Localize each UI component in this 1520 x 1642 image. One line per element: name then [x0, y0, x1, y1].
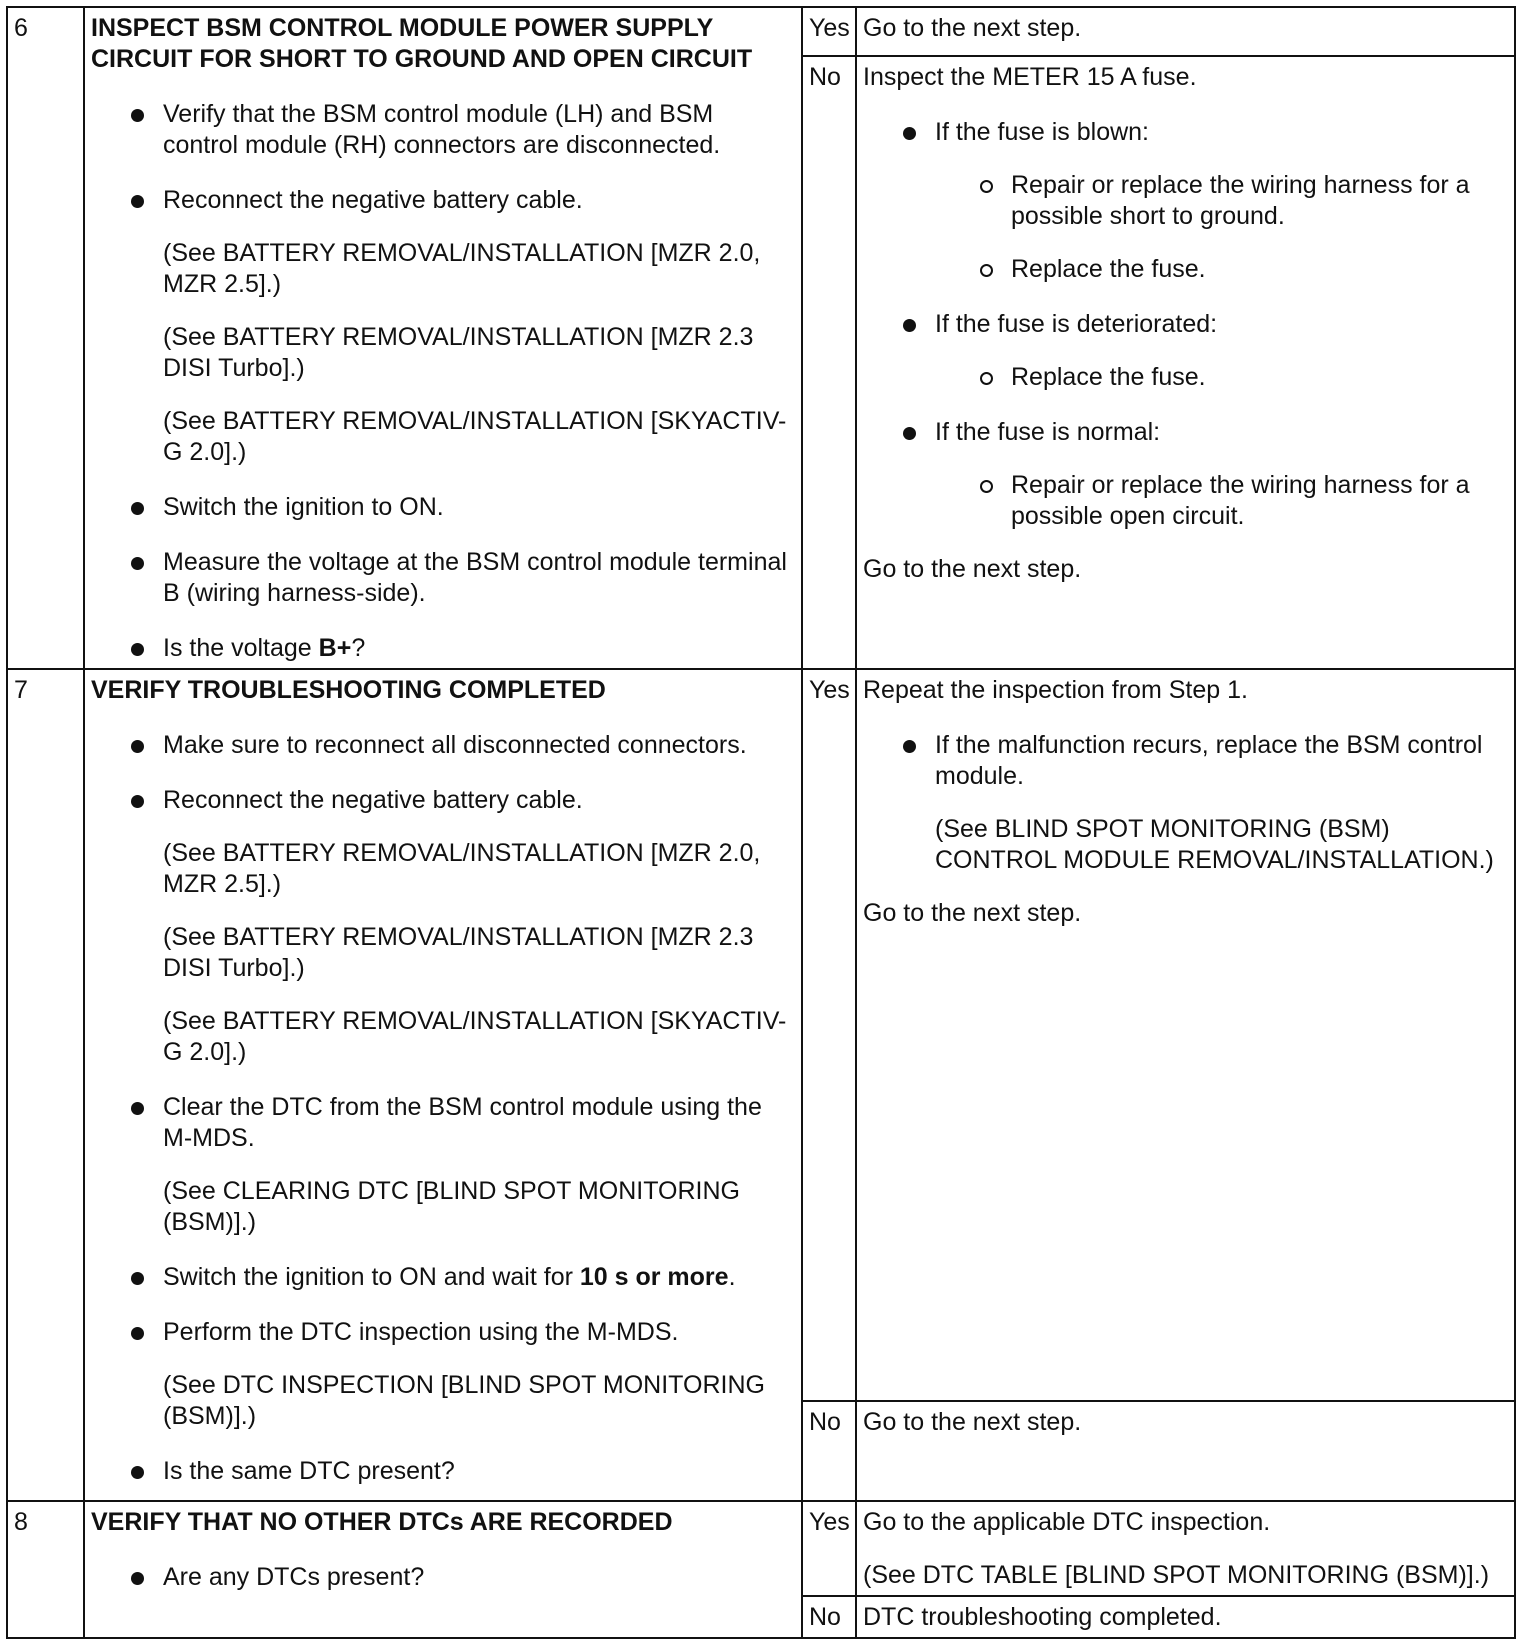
step-8-title: VERIFY THAT NO OTHER DTCs ARE RECORDED	[91, 1508, 673, 1536]
step-7-no-result: Go to the next step.	[856, 1401, 1515, 1501]
step-7-yes-text: Repeat the inspection from Step 1.	[863, 676, 1248, 704]
step-6-no-case-3-sub-1: Repair or replace the wiring harness for a possible open circuit.	[1011, 470, 1508, 532]
step-8-question: Are any DTCs present?	[163, 1562, 795, 1593]
step-8-number: 8	[7, 1501, 84, 1638]
step-8-yes-row	[7, 1501, 1515, 1596]
step-8-yes-label: Yes	[802, 1501, 856, 1596]
step-7-title: VERIFY TROUBLESHOOTING COMPLETED	[91, 676, 606, 704]
step-7-ref-2c: (See BATTERY REMOVAL/INSTALLATION [SKYACTIV-G 2.0].)	[163, 1007, 787, 1066]
step-6-no-result	[856, 56, 1515, 669]
step-6-number: 6	[7, 7, 84, 669]
step-6-no-outro: Go to the next step.	[863, 555, 1082, 584]
step-6-action-cell	[84, 7, 802, 669]
step-6-ref-2b: (See BATTERY REMOVAL/INSTALLATION [MZR 2.3 DISI Turbo].)	[163, 323, 754, 382]
step-8-yes-text: Go to the applicable DTC inspection.	[863, 1508, 1271, 1536]
step-7-yes-outro: Go to the next step.	[863, 899, 1082, 927]
step-7-action-cell	[84, 669, 802, 1501]
step-7-ref-2b: (See BATTERY REMOVAL/INSTALLATION [MZR 2.3 DISI Turbo].)	[163, 923, 754, 982]
step-6-title: INSPECT BSM CONTROL MODULE POWER SUPPLY CIRCUIT FOR SHORT TO GROUND AND OPEN CIRCUIT	[91, 14, 753, 73]
step-6-yes-row	[7, 7, 1515, 56]
step-7-number: 7	[7, 669, 84, 1501]
step-7-action-4: Switch the ignition to ON and wait for 10 s or more.	[163, 1262, 795, 1293]
step-7-action-list	[91, 730, 795, 1487]
step-7-ref-3: (See CLEARING DTC [BLIND SPOT MONITORING (BSM)].)	[163, 1177, 740, 1236]
step-6-ref-2c: (See BATTERY REMOVAL/INSTALLATION [SKYACTIV-G 2.0].)	[163, 407, 787, 466]
step-8-yes-ref: (See DTC TABLE [BLIND SPOT MONITORING (BSM)].)	[863, 1561, 1490, 1589]
step-6-no-intro: Inspect the METER 15 A fuse.	[863, 63, 1197, 92]
step-6-no-cases	[863, 117, 1508, 532]
troubleshooting-table	[6, 6, 1516, 1639]
step-7-ref-5: (See DTC INSPECTION [BLIND SPOT MONITORING (BSM)].)	[163, 1371, 765, 1430]
step-6-no-case-1-sub-1: Repair or replace the wiring harness for a possible short to ground.	[1011, 170, 1508, 232]
step-6-no-label: No	[802, 56, 856, 669]
step-7-action-1: Make sure to reconnect all disconnected connectors.	[163, 730, 795, 761]
step-7-yes-row	[7, 669, 1515, 1401]
step-6-action-3: Switch the ignition to ON.	[163, 492, 795, 523]
step-7-ref-2a: (See BATTERY REMOVAL/INSTALLATION [MZR 2.0, MZR 2.5].)	[163, 839, 761, 898]
step-7-action-5: Perform the DTC inspection using the M-MDS. (See DTC INSPECTION [BLIND SPOT MONITORING (BSM)].)	[163, 1317, 795, 1432]
step-6-action-2: Reconnect the negative battery cable. (See BATTERY REMOVAL/INSTALLATION [MZR 2.0, MZR 2.5].) (See BATTERY REMOVAL/INSTALLATION [MZR 2.3 DISI Turbo].) (See BATTERY REMOVAL/INSTALLATION [SKYACTIV-G 2.0].)	[163, 185, 795, 468]
step-8-action-cell	[84, 1501, 802, 1638]
step-6-no-case-2-sub-1: Replace the fuse.	[1011, 362, 1508, 393]
step-6-no-case-3: If the fuse is normal: Repair or replace the wiring harness for a possible open circuit.	[935, 417, 1508, 532]
step-7-yes-list	[863, 730, 1508, 876]
step-7-yes-ref: (See BLIND SPOT MONITORING (BSM) CONTROL MODULE REMOVAL/INSTALLATION.)	[935, 815, 1494, 874]
step-8-yes-result	[856, 1501, 1515, 1596]
step-7-action-2: Reconnect the negative battery cable. (See BATTERY REMOVAL/INSTALLATION [MZR 2.0, MZR 2.5].) (See BATTERY REMOVAL/INSTALLATION [MZR 2.3 DISI Turbo].) (See BATTERY REMOVAL/INSTALLATION [SKYACTIV-G 2.0].)	[163, 785, 795, 1068]
step-7-action-3: Clear the DTC from the BSM control module using the M-MDS. (See CLEARING DTC [BLIND SPOT MONITORING (BSM)].)	[163, 1092, 795, 1238]
step-6-action-4: Measure the voltage at the BSM control module terminal B (wiring harness-side).	[163, 547, 795, 609]
step-6-no-case-2: If the fuse is deteriorated: Replace the fuse.	[935, 309, 1508, 393]
step-6-ref-2a: (See BATTERY REMOVAL/INSTALLATION [MZR 2.0, MZR 2.5].)	[163, 239, 761, 298]
step-8-action-list	[91, 1562, 795, 1593]
step-6-no-case-1-sub-2: Replace the fuse.	[1011, 254, 1508, 285]
step-7-no-label: No	[802, 1401, 856, 1501]
step-7-yes-label: Yes	[802, 669, 856, 1401]
step-6-yes-label: Yes	[802, 7, 856, 56]
step-6-yes-result: Go to the next step.	[856, 7, 1515, 56]
step-7-yes-bullet: If the malfunction recurs, replace the BSM control module. (See BLIND SPOT MONITORING (BSM) CONTROL MODULE REMOVAL/INSTALLATION.)	[935, 730, 1508, 876]
step-8-no-label: No	[802, 1596, 856, 1638]
step-6-question: Is the voltage B+?	[163, 633, 795, 664]
step-7-question: Is the same DTC present?	[163, 1456, 795, 1487]
step-7-yes-result	[856, 669, 1515, 1401]
step-6-action-list	[91, 99, 795, 664]
step-8-no-result: DTC troubleshooting completed.	[856, 1596, 1515, 1638]
step-6-action-1: Verify that the BSM control module (LH) and BSM control module (RH) connectors are disconnected.	[163, 99, 795, 161]
step-6-no-case-1: If the fuse is blown: Repair or replace the wiring harness for a possible short to ground. Replace the fuse.	[935, 117, 1508, 285]
